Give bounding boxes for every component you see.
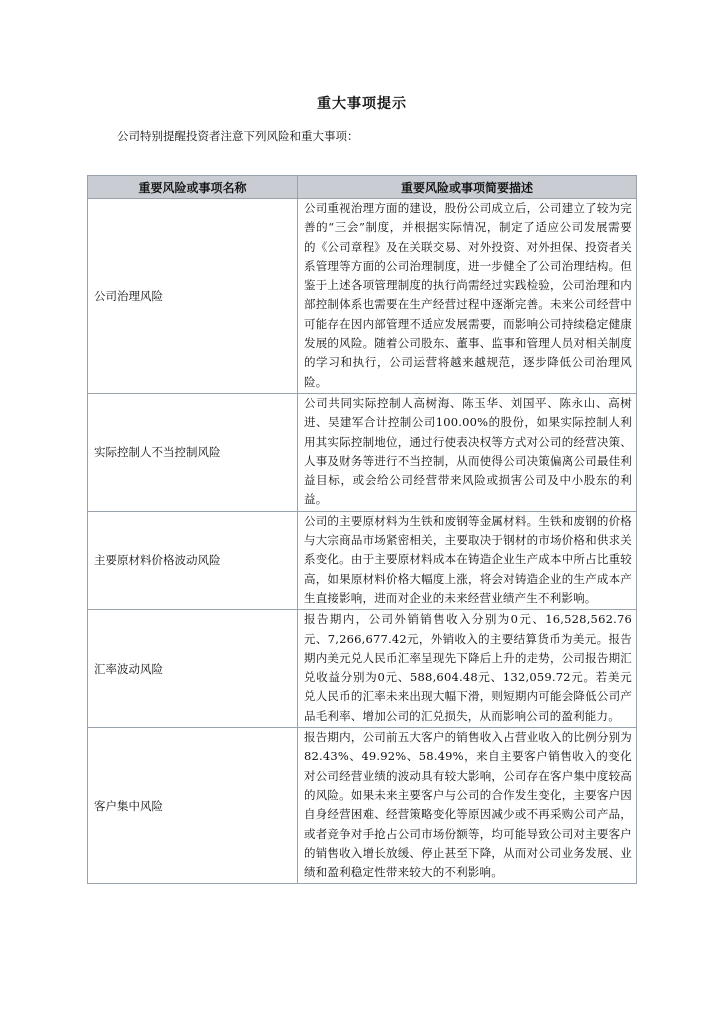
risk-name: 实际控制人不当控制风险 bbox=[88, 393, 298, 511]
risk-description: 公司的主要原材料为生铁和废钢等金属材料。生铁和废钢的价格与大宗商品市场紧密相关，主要取决于钢材的市场价格和供求关系变化。由于主要原材料成本在铸造企业生产成本中所占比重较高，如果原材料价格大幅度上涨，将会对铸造企业的生产成本产生直接影响，进而对企业的未来经营业绩产生不利影响。 bbox=[298, 511, 637, 609]
risk-name: 汇率波动风险 bbox=[88, 610, 298, 728]
risk-description: 报告期内，公司外销销售收入分别为0元、16,528,562.76元、7,266,677.42元，外销收入的主要结算货币为美元。报告期内美元兑人民币汇率呈现先下降后上升的走势，公司报告期汇兑收益分别为0元、588,604.48元、132,059.72元。若美元兑人民币的汇率未来出现大幅下滑，则短期内可能会降低公司产品毛利率、增加公司的汇兑损失，从而影响公司的盈利能力。 bbox=[298, 610, 637, 728]
risk-description: 公司重视治理方面的建设，股份公司成立后，公司建立了较为完善的“三会”制度，并根据实际情况，制定了适应公司发展需要的《公司章程》及在关联交易、对外投资、对外担保、投资者关系管理等方面的公司治理制度，进一步健全了公司治理结构。但鉴于上述各项管理制度的执行尚需经过实践检验，公司治理和内部控制体系也需要在生产经营过程中逐渐完善。未来公司经营中可能存在因内部管理不适应发展需要，而影响公司持续稳定健康发展的风险。随着公司股东、董事、监事和管理人员对相关制度的学习和执行，公司运营将越来越规范，逐步降低公司治理风险。 bbox=[298, 199, 637, 394]
table-row bbox=[88, 728, 637, 884]
intro-text: 公司特别提醒投资者注意下列风险和重大事项： bbox=[117, 129, 359, 143]
header-risk-name: 重要风险或事项名称 bbox=[88, 176, 298, 199]
risk-name: 主要原材料价格波动风险 bbox=[88, 511, 298, 609]
risk-name: 客户集中风险 bbox=[88, 728, 298, 884]
risk-description: 报告期内，公司前五大客户的销售收入占营业收入的比例分别为82.43%、49.92%、58.49%，来自主要客户销售收入的变化对公司经营业绩的波动具有较大影响，公司存在客户集中度较高的风险。如果未来主要客户与公司的合作发生变化，主要客户因自身经营困难、经营策略变化等原因减少或不再采购公司产品，或者竞争对手抢占公司市场份额等，均可能导致公司对主要客户的销售收入增长放缓、停止甚至下降，从而对公司业务发展、业绩和盈利稳定性带来较大的不利影响。 bbox=[298, 728, 637, 884]
table-row bbox=[88, 511, 637, 609]
table-row bbox=[88, 393, 637, 511]
table-header-row bbox=[88, 176, 637, 199]
header-risk-description: 重要风险或事项简要描述 bbox=[298, 176, 637, 199]
risk-table bbox=[87, 175, 637, 884]
table-row bbox=[88, 199, 637, 394]
risk-name: 公司治理风险 bbox=[88, 199, 298, 394]
table-row bbox=[88, 610, 637, 728]
risk-description: 公司共同实际控制人高树海、陈玉华、刘国平、陈永山、高树进、吴建军合计控制公司100.00%的股份，如果实际控制人利用其实际控制地位，通过行使表决权等方式对公司的经营决策、人事及财务等进行不当控制，从而使得公司决策偏离公司最佳利益目标，或会给公司经营带来风险或损害公司及中小股东的利益。 bbox=[298, 393, 637, 511]
page-title: 重大事项提示 bbox=[317, 96, 407, 112]
